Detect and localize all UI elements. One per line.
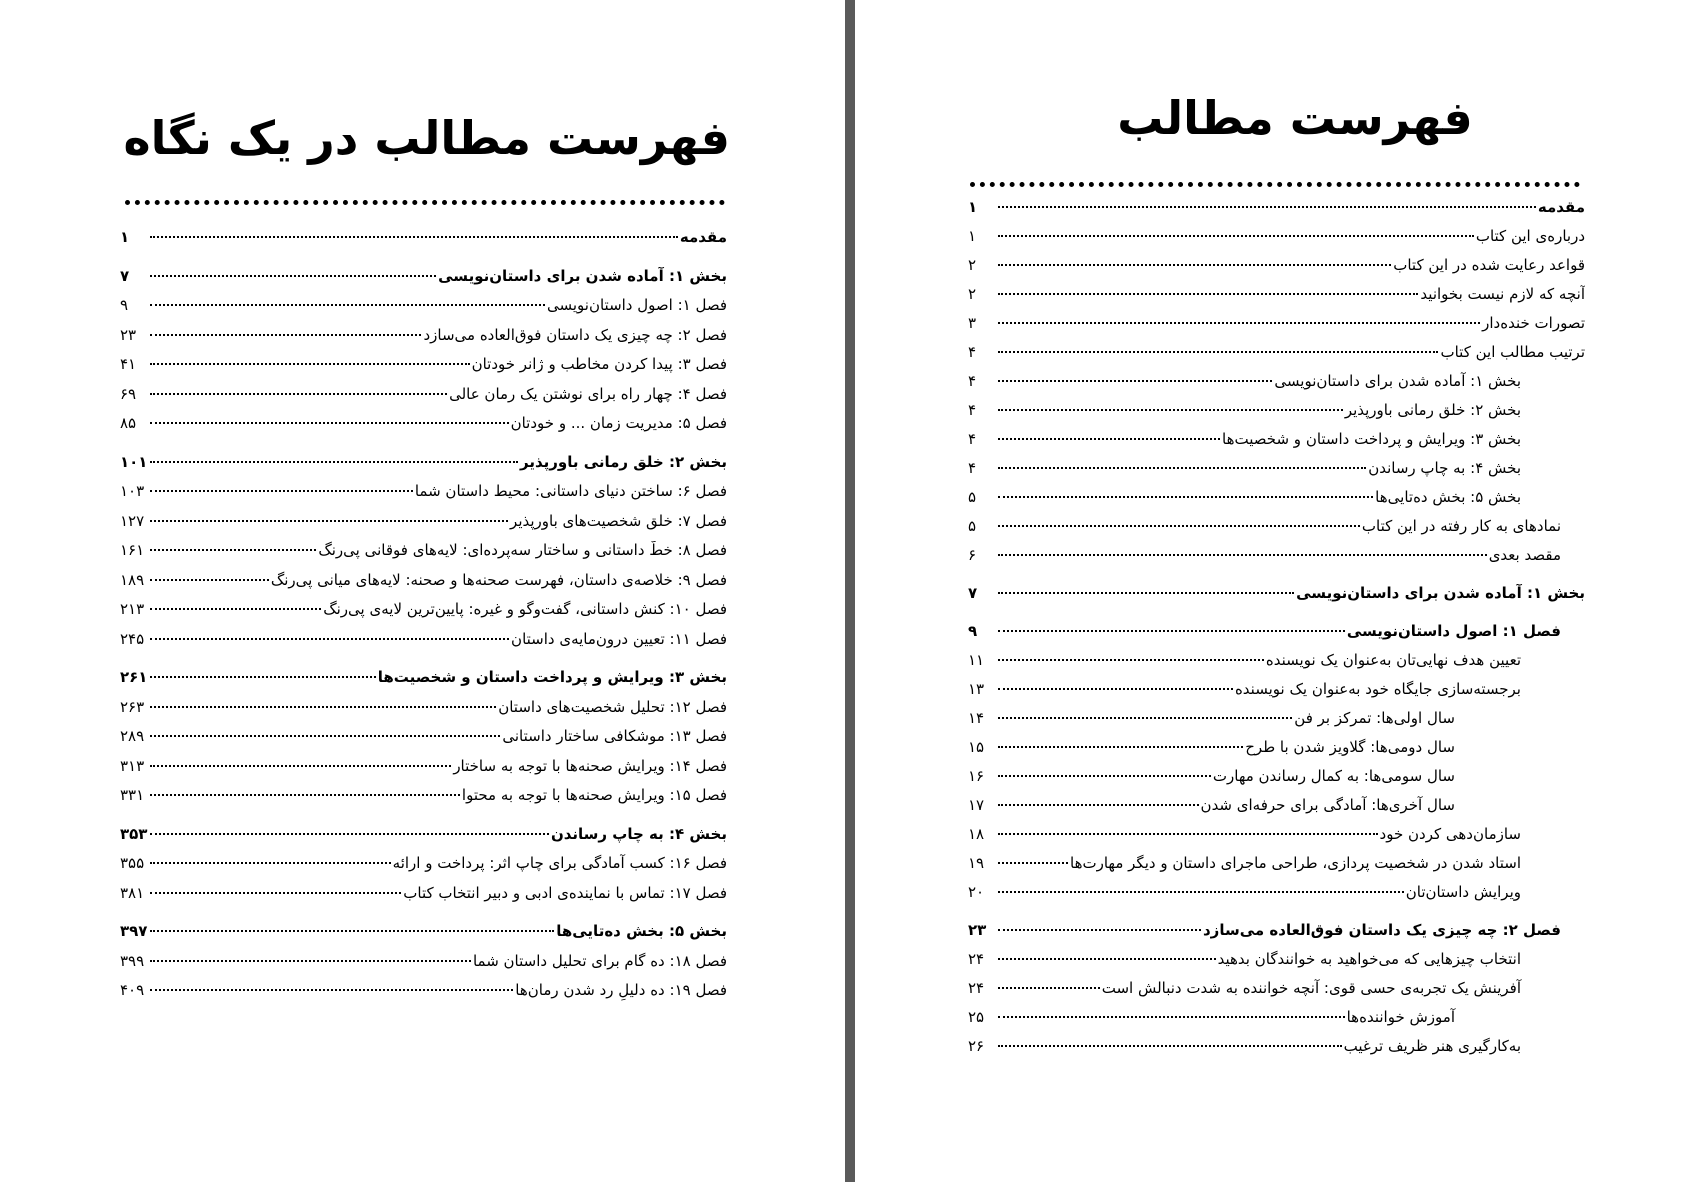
toc-page-number: ۲۱۳ bbox=[120, 600, 145, 618]
toc-entry[interactable] bbox=[120, 981, 727, 1011]
dot-leader bbox=[998, 775, 1211, 777]
dot-leader bbox=[150, 794, 460, 796]
toc-entry[interactable] bbox=[120, 482, 727, 512]
toc-entry[interactable] bbox=[968, 430, 1585, 459]
toc-entry-title: فصل ۱۴: ویرایش صحنه‌ها با توجه به ساختار bbox=[453, 756, 727, 775]
dot-leader bbox=[998, 235, 1474, 237]
dot-leader bbox=[150, 579, 269, 581]
toc-page-number: ۳۸۱ bbox=[120, 883, 145, 902]
toc-entry[interactable] bbox=[968, 401, 1585, 430]
toc-entry[interactable] bbox=[120, 228, 727, 258]
dot-leader bbox=[150, 833, 549, 835]
toc-page-number: ۲۶۳ bbox=[120, 697, 145, 716]
toc-entry[interactable] bbox=[968, 517, 1585, 546]
dot-leader bbox=[998, 958, 1216, 960]
toc-entry[interactable] bbox=[968, 584, 1585, 613]
toc-page-number: ۳۹۷ bbox=[120, 922, 148, 940]
dot-leader bbox=[150, 549, 316, 551]
toc-entry-title: بخش ۴: به چاپ رساندن bbox=[1368, 459, 1521, 477]
toc-page-number: ۱۸ bbox=[968, 825, 985, 843]
toc-entry-title: فصل ۱۶: کسب آمادگی برای چاپ اثر: پرداخت و ارائه bbox=[392, 854, 727, 872]
toc-entry-title: فصل ۱۸: ده گام برای تحلیل داستان شما bbox=[472, 951, 727, 970]
toc-page-number: ۵ bbox=[968, 488, 977, 506]
toc-entry[interactable] bbox=[968, 227, 1585, 256]
toc-entry[interactable] bbox=[120, 600, 727, 630]
dot-leader bbox=[150, 304, 545, 306]
page-title: فهرست مطالب bbox=[1117, 91, 1473, 145]
toc-entry[interactable] bbox=[968, 825, 1585, 854]
toc-entry[interactable] bbox=[120, 668, 727, 698]
toc-entry[interactable] bbox=[120, 326, 727, 356]
dot-leader bbox=[150, 735, 500, 737]
toc-entry-title: مقدمه bbox=[679, 228, 727, 246]
toc-entry-title: بخش ۲: خلق رمانی باورپذیر bbox=[1344, 401, 1521, 419]
dot-leader bbox=[150, 490, 413, 492]
dot-leader bbox=[150, 608, 321, 610]
dot-leader bbox=[998, 630, 1345, 632]
toc-entry[interactable] bbox=[968, 285, 1585, 314]
toc-page-number: ۱۳ bbox=[968, 680, 985, 698]
toc-entry[interactable] bbox=[120, 698, 727, 728]
toc-entry[interactable] bbox=[968, 198, 1585, 227]
toc-page-number: ۱۱ bbox=[968, 651, 985, 669]
toc-entry[interactable] bbox=[968, 343, 1585, 372]
toc-entry-title: بخش ۴: به چاپ رساندن bbox=[550, 824, 727, 843]
toc-page-number: ۴ bbox=[968, 372, 977, 390]
toc-entry-title: به‌کارگیری هنر ظریف ترغیب bbox=[1343, 1037, 1521, 1055]
dot-leader bbox=[150, 393, 447, 395]
page-title: فهرست مطالب در یک نگاه bbox=[123, 111, 730, 165]
toc-entry[interactable] bbox=[968, 546, 1585, 575]
toc-entry[interactable] bbox=[120, 884, 727, 914]
toc-list bbox=[968, 198, 1585, 1066]
toc-entry[interactable] bbox=[120, 571, 727, 601]
toc-entry-title: فصل ۷: خلق شخصیت‌های باورپذیر bbox=[510, 511, 727, 530]
toc-page-number: ۱۷ bbox=[968, 796, 985, 814]
toc-page-number: ۲۳ bbox=[968, 921, 987, 939]
toc-entry-title: فصل ۵: مدیریت زمان ... و خودتان bbox=[510, 414, 727, 432]
toc-entry[interactable] bbox=[968, 651, 1585, 680]
dot-leader bbox=[150, 930, 554, 932]
dot-leader bbox=[150, 236, 678, 238]
toc-entry-title: سال سومی‌ها: به کمال رساندن مهارت bbox=[1212, 767, 1455, 785]
dotted-divider bbox=[125, 200, 725, 205]
toc-entry[interactable] bbox=[968, 738, 1585, 767]
toc-entry-title: تصورات خنده‌دار bbox=[1482, 314, 1585, 332]
dot-leader bbox=[998, 467, 1366, 469]
toc-entry[interactable] bbox=[968, 488, 1585, 517]
dot-leader bbox=[998, 929, 1201, 931]
toc-list bbox=[120, 228, 727, 1011]
toc-entry-title: سال اولی‌ها: تمرکز بر فن bbox=[1294, 709, 1455, 727]
toc-entry[interactable] bbox=[968, 883, 1585, 912]
dot-leader bbox=[998, 496, 1373, 498]
toc-entry[interactable] bbox=[968, 622, 1585, 651]
toc-page-number: ۳۳۱ bbox=[120, 786, 145, 804]
toc-entry-title: سازمان‌دهی کردن خود bbox=[1379, 825, 1521, 843]
toc-entry[interactable] bbox=[968, 680, 1585, 709]
toc-entry-title: فصل ۱۳: موشکافی ساختار داستانی bbox=[502, 727, 727, 745]
toc-page-number: ۳۹۹ bbox=[120, 951, 145, 970]
toc-entry[interactable] bbox=[968, 950, 1585, 979]
dot-leader bbox=[998, 409, 1343, 411]
toc-page-number: ۷ bbox=[120, 266, 130, 285]
dot-leader bbox=[998, 804, 1199, 806]
dot-leader bbox=[150, 676, 376, 678]
toc-page-number: ۴۰۹ bbox=[120, 981, 145, 999]
toc-page-number: ۳ bbox=[968, 314, 977, 332]
toc-page-number: ۴ bbox=[968, 430, 977, 448]
dot-leader bbox=[150, 461, 518, 463]
toc-page-number: ۱۴ bbox=[968, 709, 985, 727]
dot-leader bbox=[998, 554, 1487, 556]
toc-entry-title: انتخاب چیزهایی که می‌خواهید به خوانندگان بدهید bbox=[1217, 950, 1521, 968]
toc-page-number: ۱۲۷ bbox=[120, 511, 145, 530]
toc-page-number: ۲۴ bbox=[968, 950, 985, 968]
dot-leader bbox=[150, 275, 436, 277]
toc-page-number: ۹ bbox=[120, 296, 129, 314]
toc-entry-title: فصل ۶: ساختن دنیای داستانی: محیط داستان شما bbox=[414, 482, 727, 500]
toc-entry[interactable] bbox=[968, 314, 1585, 343]
toc-page-number: ۴ bbox=[968, 343, 977, 361]
toc-page-number: ۳۵۳ bbox=[120, 824, 148, 843]
toc-page-number: ۷ bbox=[968, 584, 978, 602]
toc-entry[interactable] bbox=[120, 786, 727, 816]
toc-entry-title: بخش ۵: بخش ده‌تایی‌ها bbox=[556, 922, 727, 940]
toc-entry[interactable] bbox=[120, 757, 727, 787]
dot-leader bbox=[998, 592, 1294, 594]
toc-entry-title: بخش ۳: ویرایش و پرداخت داستان و شخصیت‌ها bbox=[1222, 430, 1521, 448]
toc-entry[interactable] bbox=[120, 296, 727, 326]
dot-leader bbox=[998, 1045, 1342, 1047]
toc-page-number: ۸۵ bbox=[120, 414, 137, 432]
toc-entry[interactable] bbox=[968, 796, 1585, 825]
toc-entry-title: آموزش خواننده‌ها bbox=[1346, 1008, 1455, 1026]
dot-leader bbox=[150, 765, 451, 767]
toc-page-number: ۹ bbox=[968, 622, 978, 640]
toc-entry-title: فصل ۱۰: کنش داستانی، گفت‌وگو و غیره: پایین‌ترین لایه‌ی پی‌رنگ bbox=[323, 600, 727, 618]
toc-page-number: ۲۳ bbox=[120, 325, 137, 344]
toc-entry[interactable] bbox=[120, 630, 727, 660]
dot-leader bbox=[150, 363, 470, 365]
toc-page-number: ۵ bbox=[968, 517, 977, 535]
toc-entry[interactable] bbox=[120, 922, 727, 952]
toc-entry-title: فصل ۱۷: تماس با نماینده‌ی ادبی و دبیر انتخاب کتاب bbox=[403, 883, 727, 902]
toc-page-number: ۱۶ bbox=[968, 767, 985, 785]
toc-entry-title: ویرایش داستان‌تان bbox=[1405, 883, 1521, 901]
toc-page-number: ۴۱ bbox=[120, 355, 137, 373]
toc-entry[interactable] bbox=[120, 385, 727, 415]
dot-leader bbox=[150, 520, 508, 522]
toc-page-number: ۱۹ bbox=[968, 854, 985, 872]
toc-entry[interactable] bbox=[968, 1037, 1585, 1066]
toc-entry-title: فصل ۱: اصول داستان‌نویسی bbox=[546, 296, 727, 314]
toc-entry[interactable] bbox=[120, 825, 727, 855]
toc-entry-title: فصل ۱: اصول داستان‌نویسی bbox=[1346, 622, 1561, 640]
toc-page-number: ۲۶۱ bbox=[120, 668, 148, 686]
toc-page-number: ۲۴ bbox=[968, 979, 985, 997]
toc-entry[interactable] bbox=[120, 727, 727, 757]
dot-leader bbox=[150, 706, 496, 708]
toc-page-number: ۲ bbox=[968, 256, 977, 274]
toc-entry[interactable] bbox=[968, 459, 1585, 488]
toc-entry-title: فصل ۱۱: تعیین درون‌مایه‌ی داستان bbox=[511, 629, 727, 648]
dot-leader bbox=[998, 380, 1272, 382]
dot-leader bbox=[998, 862, 1068, 864]
toc-page-number: ۴ bbox=[968, 401, 977, 419]
toc-entry-title: درباره‌ی این کتاب bbox=[1475, 227, 1585, 245]
toc-entry-title: فصل ۸: خطّ داستانی و ساختار سه‌پرده‌ای: لایه‌های فوقانی پی‌رنگ bbox=[318, 541, 727, 559]
book-spine-gutter bbox=[845, 0, 855, 1182]
toc-entry[interactable] bbox=[968, 372, 1585, 401]
toc-entry-title: برجسته‌سازی جایگاه خود به‌عنوان یک نویسنده bbox=[1234, 680, 1521, 698]
toc-entry[interactable] bbox=[968, 1008, 1585, 1037]
toc-page-number: ۳۵۵ bbox=[120, 854, 145, 872]
toc-entry-title: تعیین هدف نهایی‌تان به‌عنوان یک نویسنده bbox=[1265, 651, 1521, 669]
toc-entry-title: بخش ۳: ویرایش و پرداخت داستان و شخصیت‌ها bbox=[377, 668, 727, 686]
toc-entry[interactable] bbox=[968, 767, 1585, 796]
toc-entry-title: بخش ۱: آماده شدن برای داستان‌نویسی bbox=[438, 266, 727, 285]
toc-entry-title: مقدمه bbox=[1537, 198, 1585, 216]
toc-entry-title: ترتیب مطالب این کتاب bbox=[1440, 343, 1585, 361]
dot-leader bbox=[150, 892, 401, 894]
toc-entry[interactable] bbox=[120, 453, 727, 483]
toc-page-number: ۱۰۳ bbox=[120, 482, 145, 500]
left-page bbox=[0, 0, 845, 1182]
dot-leader bbox=[998, 659, 1264, 661]
toc-entry-title: فصل ۲: چه چیزی یک داستان فوق‌العاده می‌سازد bbox=[1202, 921, 1561, 939]
toc-entry-title: فصل ۱۲: تحلیل شخصیت‌های داستان bbox=[498, 697, 727, 716]
dot-leader bbox=[998, 987, 1100, 989]
toc-page-number: ۱۸۹ bbox=[120, 570, 145, 589]
dot-leader bbox=[998, 264, 1391, 266]
toc-entry-title: آفرینش یک تجربه‌ی حسی قوی: آنچه خواننده به شدت دنبالش است bbox=[1101, 979, 1521, 997]
toc-entry-title: قواعد رعایت شده در این کتاب bbox=[1393, 256, 1585, 274]
toc-page-number: ۱۵ bbox=[968, 738, 985, 756]
toc-page-number: ۶ bbox=[968, 546, 977, 564]
toc-entry-title: بخش ۲: خلق رمانی باورپذیر bbox=[520, 452, 727, 471]
dot-leader bbox=[998, 833, 1378, 835]
toc-page-number: ۳۱۳ bbox=[120, 756, 145, 775]
toc-entry[interactable] bbox=[120, 952, 727, 982]
toc-entry[interactable] bbox=[120, 414, 727, 444]
dot-leader bbox=[150, 334, 421, 336]
toc-entry[interactable] bbox=[120, 267, 727, 297]
toc-page-number: ۲۸۹ bbox=[120, 727, 145, 745]
dot-leader bbox=[998, 717, 1292, 719]
toc-entry-title: فصل ۱۵: ویرایش صحنه‌ها با توجه به محتوا bbox=[461, 786, 727, 804]
toc-page-number: ۶۹ bbox=[120, 384, 137, 403]
toc-page-number: ۲۶ bbox=[968, 1037, 985, 1055]
toc-entry[interactable] bbox=[968, 979, 1585, 1008]
dot-leader bbox=[150, 989, 513, 991]
toc-entry-title: فصل ۴: چهار راه برای نوشتن یک رمان عالی bbox=[449, 384, 727, 403]
toc-page-number: ۱ bbox=[968, 198, 978, 216]
toc-page-number: ۱ bbox=[968, 227, 977, 245]
dot-leader bbox=[998, 322, 1480, 324]
toc-page-number: ۲۴۵ bbox=[120, 629, 145, 648]
toc-page-number: ۴ bbox=[968, 459, 977, 477]
toc-entry-title: فصل ۹: خلاصه‌ی داستان، فهرست صحنه‌ها و صحنه: لایه‌های میانی پی‌رنگ bbox=[270, 570, 727, 589]
dot-leader bbox=[150, 638, 509, 640]
toc-entry-title: آنچه که لازم نیست بخوانید bbox=[1420, 285, 1585, 303]
toc-page-number: ۱ bbox=[120, 228, 130, 246]
toc-page-number: ۲ bbox=[968, 285, 977, 303]
toc-entry[interactable] bbox=[968, 921, 1585, 950]
toc-entry-title: بخش ۱: آماده شدن برای داستان‌نویسی bbox=[1296, 584, 1585, 602]
toc-entry-title: فصل ۳: پیدا کردن مخاطب و ژانر خودتان bbox=[471, 355, 727, 373]
toc-entry[interactable] bbox=[120, 854, 727, 884]
toc-page-number: ۲۰ bbox=[968, 883, 985, 901]
dot-leader bbox=[998, 688, 1233, 690]
toc-entry-title: فصل ۱۹: ده دلیلِ رد شدن رمان‌ها bbox=[515, 981, 727, 999]
toc-entry[interactable] bbox=[968, 256, 1585, 285]
toc-entry[interactable] bbox=[968, 709, 1585, 738]
dot-leader bbox=[150, 422, 509, 424]
toc-page-number: ۲۵ bbox=[968, 1008, 985, 1026]
dotted-divider bbox=[970, 182, 1580, 187]
dot-leader bbox=[998, 351, 1438, 353]
toc-entry-title: نمادهای به کار رفته در این کتاب bbox=[1361, 517, 1561, 535]
dot-leader bbox=[150, 960, 471, 962]
toc-entry-title: استاد شدن در شخصیت پردازی، طراحی ماجرای داستان و دیگر مهارت‌ها bbox=[1070, 854, 1521, 872]
toc-entry[interactable] bbox=[120, 355, 727, 385]
toc-entry-title: بخش ۱: آماده شدن برای داستان‌نویسی bbox=[1274, 372, 1521, 390]
toc-entry-title: سال دومی‌ها: گلاویز شدن با طرح bbox=[1245, 738, 1455, 756]
toc-entry-title: فصل ۲: چه چیزی یک داستان فوق‌العاده می‌سازد bbox=[423, 325, 727, 344]
toc-entry-title: سال آخری‌ها: آمادگی برای حرفه‌ای شدن bbox=[1200, 796, 1455, 814]
toc-entry-title: بخش ۵: بخش ده‌تایی‌ها bbox=[1375, 488, 1521, 506]
dot-leader bbox=[998, 1016, 1345, 1018]
dot-leader bbox=[998, 206, 1536, 208]
right-page bbox=[855, 0, 1693, 1182]
toc-entry[interactable] bbox=[120, 512, 727, 542]
dot-leader bbox=[150, 862, 391, 864]
dot-leader bbox=[998, 438, 1220, 440]
toc-entry[interactable] bbox=[120, 541, 727, 571]
dot-leader bbox=[998, 746, 1243, 748]
dot-leader bbox=[998, 891, 1404, 893]
dot-leader bbox=[998, 293, 1418, 295]
toc-page-number: ۱۰۱ bbox=[120, 452, 148, 471]
dot-leader bbox=[998, 525, 1360, 527]
toc-page-number: ۱۶۱ bbox=[120, 541, 145, 559]
toc-entry-title: مقصد بعدی bbox=[1488, 546, 1561, 564]
toc-entry[interactable] bbox=[968, 854, 1585, 883]
